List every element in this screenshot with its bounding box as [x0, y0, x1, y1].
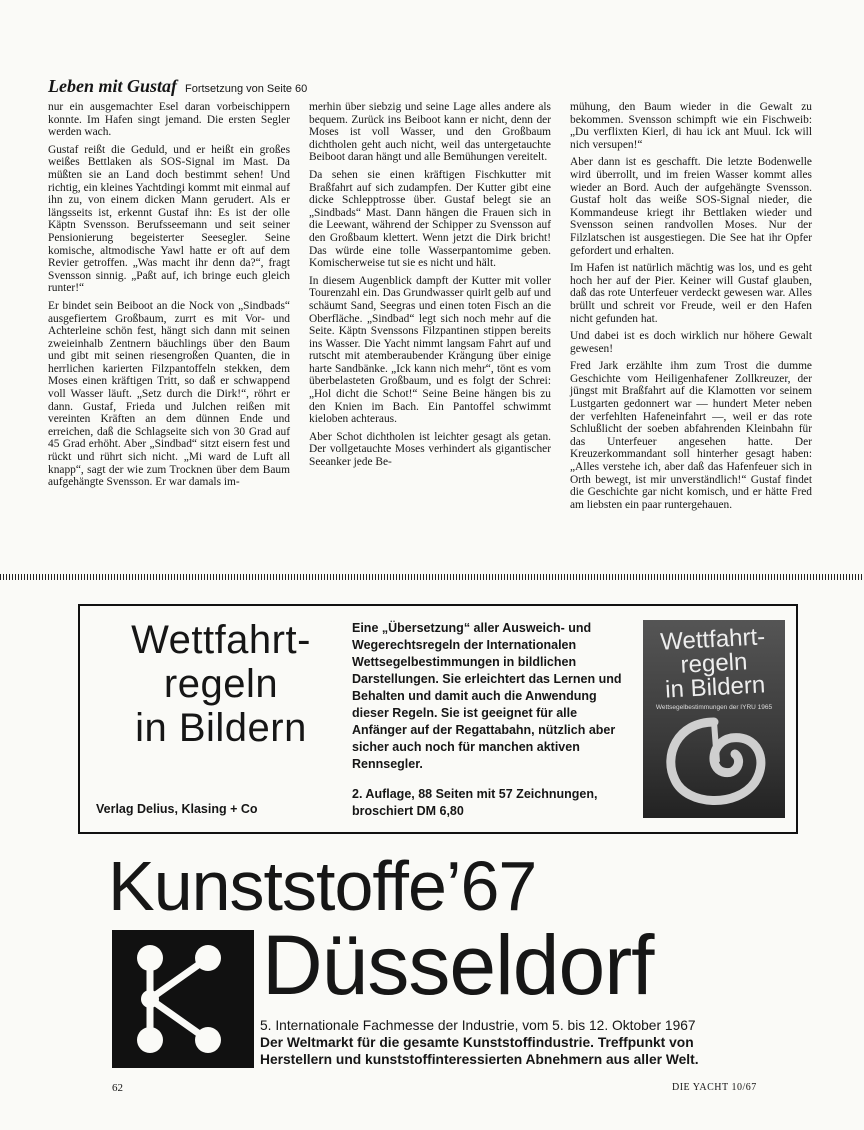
- fair-ad-line: Herstellern und kunststoffinteressierten Abnehmern aus aller Welt.: [260, 1052, 699, 1067]
- book-cover-subtitle: Wettsegelbestimmungen der IYRU 1965: [655, 704, 773, 711]
- paragraph: Und dabei ist es doch wirklich nur höhere Gewalt gewesen!: [570, 330, 812, 355]
- paragraph: mühung, den Baum wieder in die Gewalt zu bekommen. Svensson schimpft wie ein Fischweib: „Du verflixten Kierl, di hau ick ant Muul. Ick will nich versupen!“: [570, 101, 812, 151]
- book-advertisement: [78, 604, 798, 834]
- paragraph: Fred Jark erzählte ihm zum Trost die dumme Geschichte vom Heiligenhafener Zollkreuzer, der jüngst mit Braßfahrt auf die Klamotten vor seinem Lustgarten gedonnert war — hundert Meter neben der verfehlten Hafeneinfahrt —, weil er das rote Schlußlicht der soeben abfahrenden Kleinbahn für das Unterfeuer angesehen hatte. Der Kreuzerkommandant soll hinterher gesagt haben: „Alles verstehe ich, aber daß das Hafenfeuer sich in Orth bewegt, ist mir unverständlich!“ Gustaf findet die Geschichte gar nicht komisch, und er hätte Fred am liebsten ein paar runtergehauen.: [570, 360, 812, 511]
- article-column-3: [570, 101, 812, 516]
- book-ad-edition: 2. Auflage, 88 Seiten mit 57 Zeichnungen, broschiert DM 6,80: [352, 787, 598, 818]
- title-line: in Bildern: [135, 706, 307, 750]
- book-cover-image: [643, 620, 785, 818]
- paragraph: Aber dann ist es geschafft. Die letzte Bodenwelle wird überrollt, und im freien Wasser kommt alles wieder an Bord. Auch der aufgehängte Svensson. Gustaf holt das weiße SOS-Signal nieder, die Kommandeuse kriegt ihr Bettlaken wieder und Svensson seinen randvollen Moses. Nur der Filzlatschen ist ausgestiegen. Die See hat ihr Opfer gefordert und erhalten.: [570, 156, 812, 257]
- paragraph: merhin über siebzig und seine Lage alles andere als bequem. Zurück ins Beiboot kann er nicht, denn der Moses ist voll Wasser, und den Großbaum dichtholen geht auch nicht, weil das untergetauchte Beiboot daran hängt und alle Bemühungen vereitelt.: [309, 101, 551, 164]
- continuation-note: Fortsetzung von Seite 60: [185, 83, 308, 95]
- fair-ad-headline: Kunststoffe’67: [108, 847, 537, 925]
- article-column-2: [309, 101, 551, 474]
- paragraph: Gustaf reißt die Geduld, und er heißt ein großes weißes Bettlaken als SOS-Signal im Mast. Da müßten sie an Land doch bestimmt sehen! Und richtig, ein kleines Yachtdingi kommt mit einmal auf ihn zu, von einem dicken Mann gerudert. Als er längsseits ist, erkennt Gustaf ihn: Es ist der olle Käptn Svensson. Berufsseemann und seit seiner Pensionierung begeisterter Seesegler. Seine komische, altmodische Yawl hatte er oft auf dem Revier getroffen. „Was macht ihr denn da?“, fragt Svensson sinnig. „Paßt auf, ich bringe euch gleich runter!“: [48, 143, 290, 295]
- paragraph: Im Hafen ist natürlich mächtig was los, und es geht hoch her auf der Pier. Keiner will Gustaf glauben, daß das rote Unterfeuer verdeckt gewesen war. Alles brüllt und schreit vor Freude, weil er den Hafen nicht gefunden hat.: [570, 262, 812, 325]
- series-title: Leben mit Gustaf: [48, 76, 177, 96]
- article-header: [48, 76, 348, 96]
- magazine-issue: DIE YACHT 10/67: [672, 1082, 757, 1093]
- section-divider: [0, 574, 864, 580]
- paragraph: Da sehen sie einen kräftigen Fischkutter mit Braßfahrt auf sich zudampfen. Der Kutter gibt eine dicke Schlepptrosse über. Gustaf belegt sie an „Sindbads“ Mast. Dann hängen die Frauen sich in die Leewant, während der Schipper zu Svensson auf den Großbaum klettert. Wenn jetzt die Dirk bricht! Das würde eine tolle Wasserpantomime geben. Komischerweise tut sie es nicht und hält.: [309, 168, 551, 270]
- article-column-1: [48, 101, 290, 494]
- fair-ad-city: Düsseldorf: [262, 918, 654, 1012]
- book-cover-title: Wettfahrt- regeln in Bildern: [659, 623, 766, 704]
- paragraph: Aber Schot dichtholen ist leichter gesagt als getan. Der vollgetauchte Moses verhindert als gigantischer Seeanker jede Be-: [309, 430, 551, 469]
- paragraph: In diesem Augenblick dampft der Kutter mit voller Tourenzahl ein. Das Grundwasser quirlt gelb auf und schäumt Sand, Seegras und einen toten Fisch an die Oberfläche. „Sindbad“ legt sich noch mehr auf die Seite. Käptn Svenssons Filzpantinen stippen bereits ins Wasser. Die Yacht nimmt langsam Fahrt auf und rutscht mit atemberaubender Krängung über einige harte Sandbänke. „Ick kann nich mehr“, tönt es vom überbelasteten Großbaum, und es folgt der Schrei: „Hol dicht die Schot!“ Seine Beine hängen bis zu den Knien im Bach. Ein Pantoffel schwimmt kieloben achteraus.: [309, 274, 551, 426]
- sail-swirl-icon: [657, 716, 771, 812]
- fair-ad-line: Der Weltmarkt für die gesamte Kunststoffindustrie. Treffpunkt von: [260, 1035, 694, 1050]
- book-ad-description: Eine „Übersetzung“ aller Ausweich- und Wegerechtsregeln der Internationalen Wettsegelbestimmungen in bildlichen Darstellungen. Sie erleichtert das Lernen und Behalten und damit auch die Anwendung dieser Regeln. Sie ist geeignet für alle Anfänger auf der Regattabahn, nützlich aber sicher auch noch für manchen aktiven Rennsegler.: [352, 621, 622, 771]
- title-line: Wettfahrt-: [131, 618, 311, 662]
- fair-ad-details: [260, 1017, 780, 1068]
- paragraph: Er bindet sein Beiboot an die Nock von „Sindbads“ ausgefiertem Großbaum, zurrt es mit Vor- und Achterleine schön fest, hängt sich dann mit seinen zweieinhalb Zentnern bäuchlings über den Baum und gibt mit seinen riesengroßen Quanten, die in herrlichen karierten Filzpantoffeln stekken, dem Moses einen kräftigen Tritt, so daß er schwappend voll Wasser läuft. „Setz durch die Dirk!“, röhrt er dann. Gustaf, Frieda und Julchen reißen mit vereinten Kräften an dem dünnen Ende und erreichen, daß die Schlagseite sich von 30 Grad auf 45 Grad erhöht. Aber „Sindbad“ sitzt eisern fest und rückt und rührt sich nicht. „Mi ward de Luft all knapp“, sagt der wie zum Trocknen über dem Baum aufgehängte Svensson. Er war damals im-: [48, 299, 290, 489]
- paragraph: nur ein ausgemachter Esel daran vorbeischippern konnte. Im Hafen singt jemand. Die ersten Segler werden wach.: [48, 101, 290, 139]
- molecule-k-logo-icon: [112, 930, 254, 1068]
- fair-ad-line: 5. Internationale Fachmesse der Industrie, vom 5. bis 12. Oktober 1967: [260, 1018, 696, 1033]
- page-number: 62: [112, 1082, 123, 1094]
- title-line: regeln: [163, 662, 279, 706]
- book-ad-title: [96, 618, 346, 750]
- book-ad-publisher: Verlag Delius, Klasing + Co: [96, 802, 258, 816]
